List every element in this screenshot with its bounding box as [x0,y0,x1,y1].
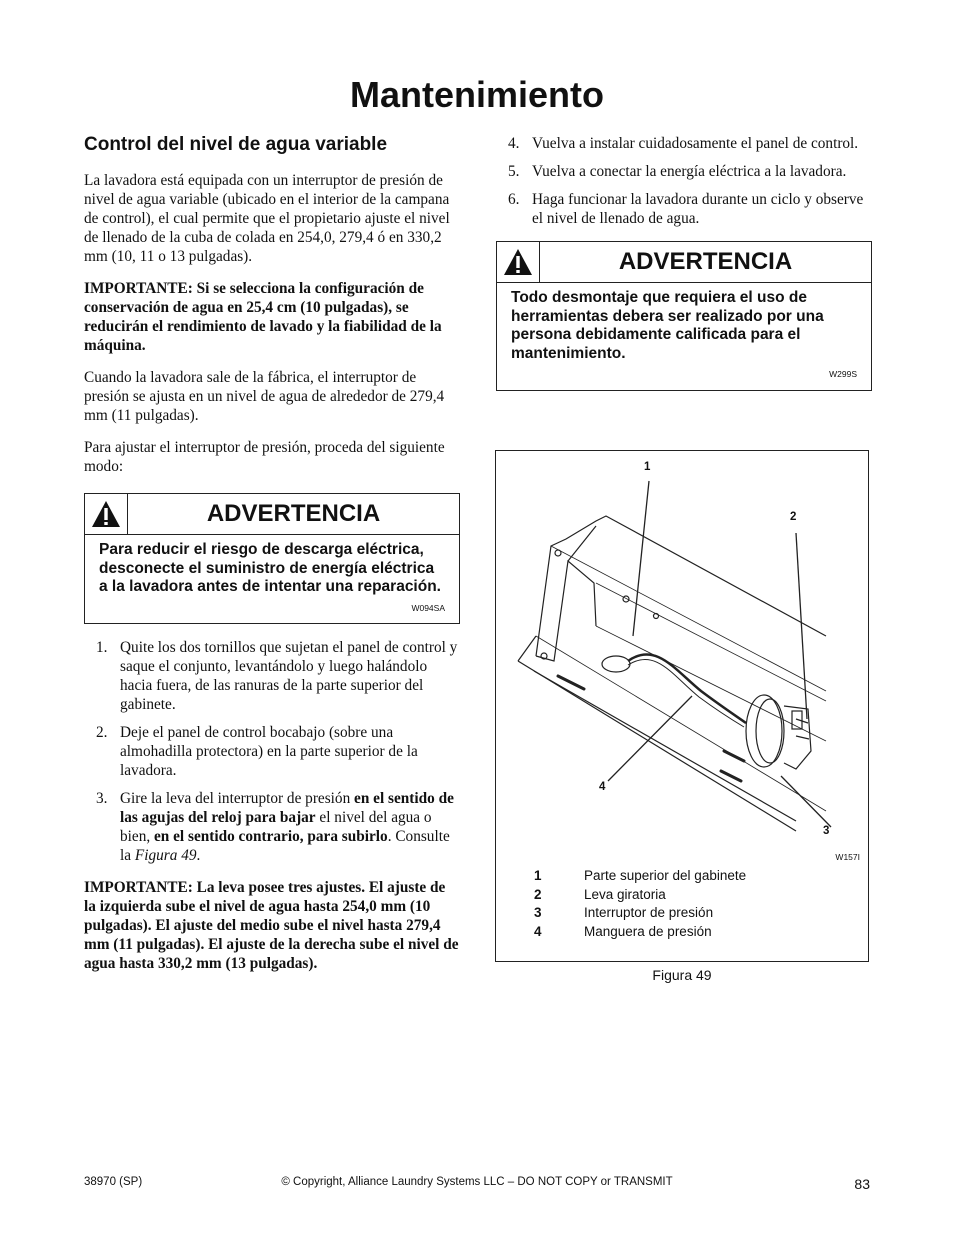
section-title: Control del nivel de agua variable [84,134,388,155]
legend-row: 1 Parte superior del gabinete [534,868,747,883]
figure-caption: Figura 49 [652,967,712,983]
legend-row: 3 Interruptor de presión [534,905,714,920]
warning-text: Para reducir el riesgo de descarga eléctrica, desconecte el suministro de energía eléctrica a la lavadora antes de intentar una reparación. [99,541,441,595]
page-number: 83 [854,1176,870,1192]
warning-triangle-icon [502,247,534,277]
figure-code: W157I [835,852,860,862]
pressure-switch-illustration [496,451,868,851]
figure-legend [534,867,746,941]
callout-2: 2 [790,511,797,523]
warning-title: ADVERTENCIA [206,500,381,527]
list-item: 3. Gire la leva del interruptor de presión en el sentido de las agujas del reloj para bajar el nivel del agua o bien, en el sentido contrario, para subirlo. Consulte la Figura 49. [96,790,454,864]
figure-49 [495,450,869,962]
list-item: 4. Vuelva a instalar cuidadosamente el panel de control. [508,135,859,152]
warning-box-electric [84,493,460,624]
steps-list-left [84,638,460,865]
doc-number: 38970 (SP) [84,1176,143,1188]
page-title: Mantenimiento [349,74,604,115]
legend-row: 4 Manguera de presión [534,923,712,939]
list-item: 2. Deje el panel de control bocabajo (sobre una almohadilla protectora) en la parte superior de la lavadora. [96,724,418,779]
warning-text: Todo desmontaje que requiera el uso de herramientas debera ser realizado por una persona debidamente calificada para el mantenimiento. [511,289,824,362]
list-item: 6. Haga funcionar la lavadora durante un ciclo y observe el nivel de llenado de agua. [508,191,864,227]
left-column [84,134,460,986]
figure-reference: Figura 49 [134,847,197,864]
warning-box-service [496,241,872,391]
important-note-2: IMPORTANTE: La leva posee tres ajustes. El ajuste de la izquierda sube el nivel de agua hasta 254,0 mm (10 pulgadas). El ajuste del medio sube el nivel hasta 279,4 mm (11 pulgadas). El ajuste de la derecha sube el nivel de agua hasta 330,2 mm (13 pulgadas). [84,879,459,972]
list-item: 5. Vuelva a conectar la energía eléctrica a la lavadora. [508,163,847,180]
list-item: 1. Quite los dos tornillos que sujetan el panel de control y saque el conjunto, levantándolo y luego halándolo hacia fuera, de las ranuras de la parte superior del gabinete. [96,639,458,713]
callout-1: 1 [644,461,651,473]
legend-row: 2 Leva giratoria [534,886,666,902]
warning-code: W299S [829,369,857,379]
callout-4: 4 [599,781,606,793]
important-note-1: IMPORTANTE: Si se selecciona la configuración de conservación de agua en 25,4 cm (10 pulgadas), se reducirán el rendimiento de lavado y la fiabilidad de la máquina. [84,280,442,354]
warning-code: W094SA [411,602,445,613]
factory-setting-paragraph: Cuando la lavadora sale de la fábrica, el interruptor de presión se ajusta en un nivel de agua de alrededor de 279,4 mm (11 pulgadas). [84,369,445,424]
intro-paragraph: La lavadora está equipada con un interruptor de presión de nivel de agua variable (ubicado en el interior de la campana de control), el cual permite que el propietario ajuste el nivel de llenado de la cuba de colada en 254,0, 279,4 ó en 330,2 mm (10, 11 o 13 pulgadas). [84,172,450,265]
steps-list-right [496,134,872,228]
copyright: © Copyright, Alliance Laundry Systems LLC – DO NOT COPY or TRANSMIT [281,1176,673,1188]
warning-title: ADVERTENCIA [618,248,793,275]
warning-triangle-icon [90,499,122,529]
right-column [496,134,872,405]
procedure-intro: Para ajustar el interruptor de presión, proceda del siguiente modo: [84,439,445,475]
callout-3: 3 [823,825,830,837]
